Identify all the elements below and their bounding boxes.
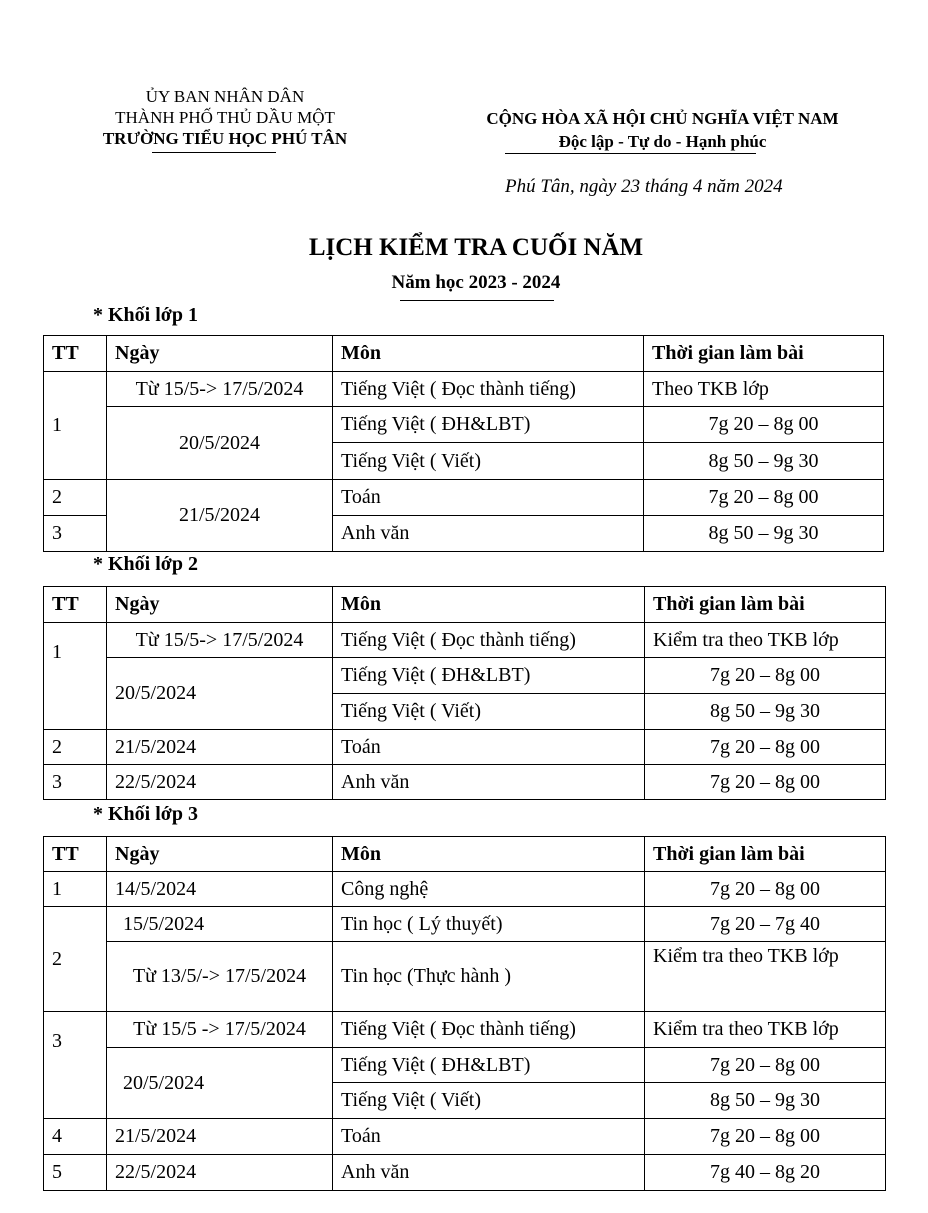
date-cell: 21/5/2024 <box>107 480 333 552</box>
table-row <box>44 372 884 407</box>
column-header: Ngày <box>107 587 333 623</box>
tt-cell: 4 <box>44 1119 107 1155</box>
date-cell: 20/5/2024 <box>107 658 333 730</box>
document-date: Phú Tân, ngày 23 tháng 4 năm 2024 <box>505 176 783 197</box>
date-cell: Từ 15/5 -> 17/5/2024 <box>107 1012 333 1048</box>
subject-cell: Tin học (Thực hành ) <box>333 942 645 1012</box>
date-cell: 22/5/2024 <box>107 765 333 800</box>
column-header: Môn <box>333 587 645 623</box>
table-row <box>44 942 886 1012</box>
tt-cell: 1 <box>44 623 107 730</box>
time-cell: 8g 50 – 9g 30 <box>644 443 884 480</box>
subject-cell: Tiếng Việt ( Viết) <box>333 443 644 480</box>
date-cell: 21/5/2024 <box>107 730 333 765</box>
school-name: TRƯỜNG TIỂU HỌC PHÚ TÂN <box>102 129 348 148</box>
date-cell: 20/5/2024 <box>107 1048 333 1119</box>
subject-cell: Tin học ( Lý thuyết) <box>333 907 645 942</box>
tt-cell: 2 <box>44 907 107 1012</box>
column-header: Môn <box>333 336 644 372</box>
date-cell: 21/5/2024 <box>107 1119 333 1155</box>
subject-cell: Tiếng Việt ( Viết) <box>333 694 645 730</box>
column-header: Thời gian làm bài <box>645 837 886 872</box>
subject-cell: Anh văn <box>333 765 645 800</box>
time-cell: 7g 20 – 8g 00 <box>645 765 886 800</box>
tt-cell: 2 <box>44 730 107 765</box>
time-cell: 7g 20 – 8g 00 <box>645 730 886 765</box>
column-header: TT <box>44 336 107 372</box>
column-header: Ngày <box>107 837 333 872</box>
subject-cell: Toán <box>333 730 645 765</box>
time-cell: Kiểm tra theo TKB lớp <box>645 1012 886 1048</box>
table-row <box>44 730 886 765</box>
block-2-label: * Khối lớp 2 <box>93 553 198 575</box>
tt-cell: 3 <box>44 765 107 800</box>
subject-cell: Toán <box>333 1119 645 1155</box>
table-header-row <box>44 837 886 872</box>
block-3-label: * Khối lớp 3 <box>93 803 198 825</box>
national-header <box>450 107 875 153</box>
column-header: Môn <box>333 837 645 872</box>
column-header: Thời gian làm bài <box>645 587 886 623</box>
date-cell: 22/5/2024 <box>107 1155 333 1191</box>
city-name: THÀNH PHỐ THỦ DẦU MỘT <box>115 108 335 127</box>
time-cell: 7g 20 – 8g 00 <box>644 407 884 443</box>
tt-cell: 1 <box>44 872 107 907</box>
time-cell: 8g 50 – 9g 30 <box>644 516 884 552</box>
table-row <box>44 480 884 516</box>
subject-cell: Tiếng Việt ( ĐH&LBT) <box>333 407 644 443</box>
table-header-row <box>44 587 886 623</box>
date-cell: Từ 15/5-> 17/5/2024 <box>107 372 333 407</box>
time-cell: 7g 20 – 8g 00 <box>645 872 886 907</box>
subject-cell: Anh văn <box>333 516 644 552</box>
subject-cell: Tiếng Việt ( ĐH&LBT) <box>333 1048 645 1083</box>
time-cell: 7g 20 – 8g 00 <box>645 1119 886 1155</box>
column-header: Thời gian làm bài <box>644 336 884 372</box>
table-row <box>44 765 886 800</box>
subject-cell: Anh văn <box>333 1155 645 1191</box>
time-cell: 7g 20 – 7g 40 <box>645 907 886 942</box>
subject-cell: Công nghệ <box>333 872 645 907</box>
tt-cell: 2 <box>44 480 107 516</box>
block-3-table <box>43 836 886 1191</box>
date-cell: Từ 15/5-> 17/5/2024 <box>107 623 333 658</box>
block-1-label: * Khối lớp 1 <box>93 304 198 326</box>
table-row <box>44 1155 886 1191</box>
time-cell: 7g 20 – 8g 00 <box>645 1048 886 1083</box>
column-header: TT <box>44 837 107 872</box>
time-cell: Theo TKB lớp <box>644 372 884 407</box>
table-row <box>44 1119 886 1155</box>
subject-cell: Tiếng Việt ( Đọc thành tiếng) <box>333 372 644 407</box>
tt-cell: 3 <box>44 1012 107 1119</box>
subject-cell: Tiếng Việt ( Đọc thành tiếng) <box>333 623 645 658</box>
block-2-table <box>43 586 886 800</box>
school-year-underline <box>400 300 554 301</box>
subject-cell: Toán <box>333 480 644 516</box>
subject-cell: Tiếng Việt ( ĐH&LBT) <box>333 658 645 694</box>
subject-cell: Tiếng Việt ( Đọc thành tiếng) <box>333 1012 645 1048</box>
date-cell: 20/5/2024 <box>107 407 333 480</box>
date-cell: 14/5/2024 <box>107 872 333 907</box>
motto-underline <box>505 153 756 154</box>
table-row <box>44 407 884 443</box>
national-motto: Độc lập - Tự do - Hạnh phúc <box>558 132 767 151</box>
table-row <box>44 872 886 907</box>
time-cell: 7g 20 – 8g 00 <box>645 658 886 694</box>
tt-cell: 5 <box>44 1155 107 1191</box>
time-cell: 7g 20 – 8g 00 <box>644 480 884 516</box>
table-row <box>44 1012 886 1048</box>
school-name-underline <box>152 152 276 153</box>
time-cell: Kiểm tra theo TKB lớp <box>645 942 886 1012</box>
time-cell: 7g 40 – 8g 20 <box>645 1155 886 1191</box>
committee-name: ỦY BAN NHÂN DÂN <box>145 87 305 106</box>
school-year: Năm học 2023 - 2024 <box>391 272 561 293</box>
subject-cell: Tiếng Việt ( Viết) <box>333 1083 645 1119</box>
column-header: TT <box>44 587 107 623</box>
column-header: Ngày <box>107 336 333 372</box>
tt-cell: 3 <box>44 516 107 552</box>
time-cell: 8g 50 – 9g 30 <box>645 694 886 730</box>
page-title: LỊCH KIỂM TRA CUỐI NĂM <box>308 234 644 261</box>
tt-cell: 1 <box>44 372 107 480</box>
table-row <box>44 623 886 658</box>
time-cell: Kiểm tra theo TKB lớp <box>645 623 886 658</box>
date-cell: 15/5/2024 <box>107 907 333 942</box>
date-cell: Từ 13/5/-> 17/5/2024 <box>107 942 333 1012</box>
time-cell: 8g 50 – 9g 30 <box>645 1083 886 1119</box>
table-row <box>44 658 886 694</box>
block-1-table <box>43 335 884 552</box>
country-name: CỘNG HÒA XÃ HỘI CHỦ NGHĨA VIỆT NAM <box>486 109 839 128</box>
table-row <box>44 907 886 942</box>
table-row <box>44 1048 886 1083</box>
organization-header <box>60 86 390 149</box>
table-header-row <box>44 336 884 372</box>
